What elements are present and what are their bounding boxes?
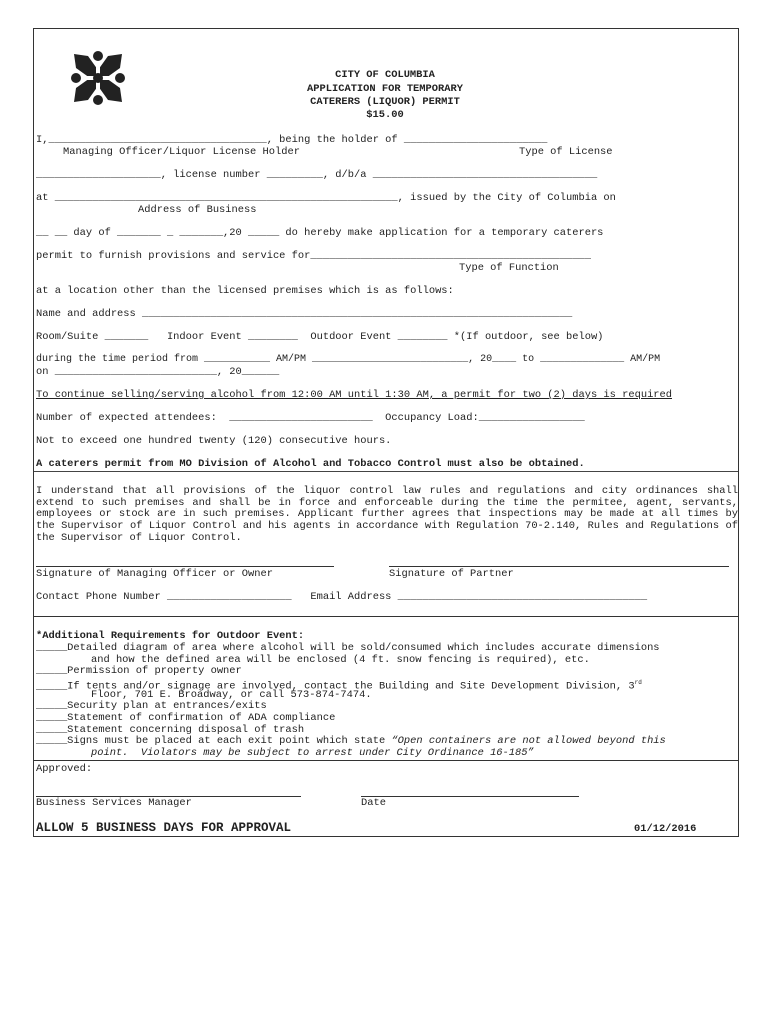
requirement-signs[interactable] xyxy=(36,735,666,747)
time-period-line[interactable]: during the time period from ___________ AM/PM __________________________, 20____ to ______________ AM/PM xyxy=(36,354,661,365)
manager-label: Business Services Manager xyxy=(36,797,192,809)
function-line[interactable]: permit to furnish provisions and service for_____________________________________________ xyxy=(36,250,591,262)
floor-ordinal: rd xyxy=(634,679,642,686)
requirement-trash[interactable]: _____Statement concerning disposal of trash xyxy=(36,724,305,736)
city-title: CITY OF COLUMBIA xyxy=(335,69,435,81)
signs-quote: “Open containers are not allowed beyond this xyxy=(391,735,666,747)
date-line[interactable]: __ __ day of _______ _ _______,20 _____ do hereby make application for a temporary caterers xyxy=(36,227,604,239)
date-signature-line[interactable] xyxy=(361,796,579,797)
city-logo-icon xyxy=(70,50,126,106)
address-line[interactable]: at _______________________________________________________, issued by the City of Columbia on xyxy=(36,192,616,204)
date-label: Date xyxy=(361,797,386,809)
requirement-diagram[interactable]: _____Detailed diagram of area where alcohol will be sold/consumed which includes accurate dimensions xyxy=(36,642,660,654)
form-title-line2: CATERERS (LIQUOR) PERMIT xyxy=(310,96,460,108)
holder-line[interactable]: I,___________________________________, being the holder of _______________________ xyxy=(36,134,548,146)
requirement-signs-text: _____Signs must be placed at each exit point which state xyxy=(36,735,392,747)
agreement-text: I understand that all provisions of the liquor control law rules and regulations and city ordinances shall extend to such premises and shall be in force and enforceable during the time the permitee, agent, servants, employees or stock are in such premises. Applicant further agrees that inspections may be made at all times by the Supervisor of Liquor Control and his agents in accordance with Regulation 70-2.140, Rules and Regulations of the Supervisor of Liquor Control. xyxy=(36,485,738,544)
owner-signature-label: Signature of Managing Officer or Owner xyxy=(36,568,273,580)
hours-limit-text: Not to exceed one hundred twenty (120) consecutive hours. xyxy=(36,435,392,447)
late-hours-notice: To continue selling/serving alcohol from 12:00 AM until 1:30 AM, a permit for two (2) days is required xyxy=(36,389,673,401)
attendees-line[interactable]: Number of expected attendees: _______________________ Occupancy Load:_________________ xyxy=(36,412,585,424)
room-event-line[interactable]: Room/Suite _______ Indoor Event ________ Outdoor Event ________ *(If outdoor, see below) xyxy=(36,331,604,343)
function-caption: Type of Function xyxy=(459,262,559,274)
address-caption: Address of Business xyxy=(138,204,257,216)
partner-signature-label: Signature of Partner xyxy=(389,568,514,580)
holder-caption: Managing Officer/Liquor License Holder xyxy=(63,146,300,158)
location-text: at a location other than the licensed premises which is as follows: xyxy=(36,285,454,297)
form-revision-date: 01/12/2016 xyxy=(634,823,697,835)
requirement-permission[interactable]: _____Permission of property owner xyxy=(36,665,242,677)
license-number-line[interactable]: ____________________, license number _________, d/b/a ____________________________________ xyxy=(36,169,598,181)
owner-signature-line[interactable] xyxy=(36,566,334,567)
requirement-signs-cont: point. Violators may be subject to arrest under City Ordinance 16-185” xyxy=(91,747,534,759)
on-date-line[interactable]: on __________________________, 20______ xyxy=(36,366,280,378)
contact-line[interactable]: Contact Phone Number ____________________ Email Address ________________________________________ xyxy=(36,591,648,603)
outdoor-title: *Additional Requirements for Outdoor Event: xyxy=(36,630,305,642)
requirement-ada[interactable]: _____Statement of confirmation of ADA compliance xyxy=(36,712,336,724)
requirement-tents-text: _____If tents and/or signage are involved, contact the Building and Site Development Division, 3 xyxy=(36,680,635,693)
approval-notice: ALLOW 5 BUSINESS DAYS FOR APPROVAL xyxy=(36,821,292,835)
requirement-security[interactable]: _____Security plan at entrances/exits xyxy=(36,700,267,712)
form-title-line1: APPLICATION FOR TEMPORARY xyxy=(307,83,463,95)
permit-fee: $15.00 xyxy=(366,109,404,121)
requirement-diagram-cont: and how the defined area will be enclosed (4 ft. snow fencing is required), etc. xyxy=(91,654,590,666)
partner-signature-line[interactable] xyxy=(389,566,729,567)
requirement-tents-cont: Floor, 701 E. Broadway, or call 573-874-7474. xyxy=(91,689,372,701)
approved-label: Approved: xyxy=(36,763,93,775)
state-permit-notice: A caterers permit from MO Division of Alcohol and Tobacco Control must also be obtained. xyxy=(36,458,585,470)
name-address-line[interactable]: Name and address _____________________________________________________________________ xyxy=(36,308,573,320)
license-type-caption: Type of License xyxy=(519,146,613,158)
